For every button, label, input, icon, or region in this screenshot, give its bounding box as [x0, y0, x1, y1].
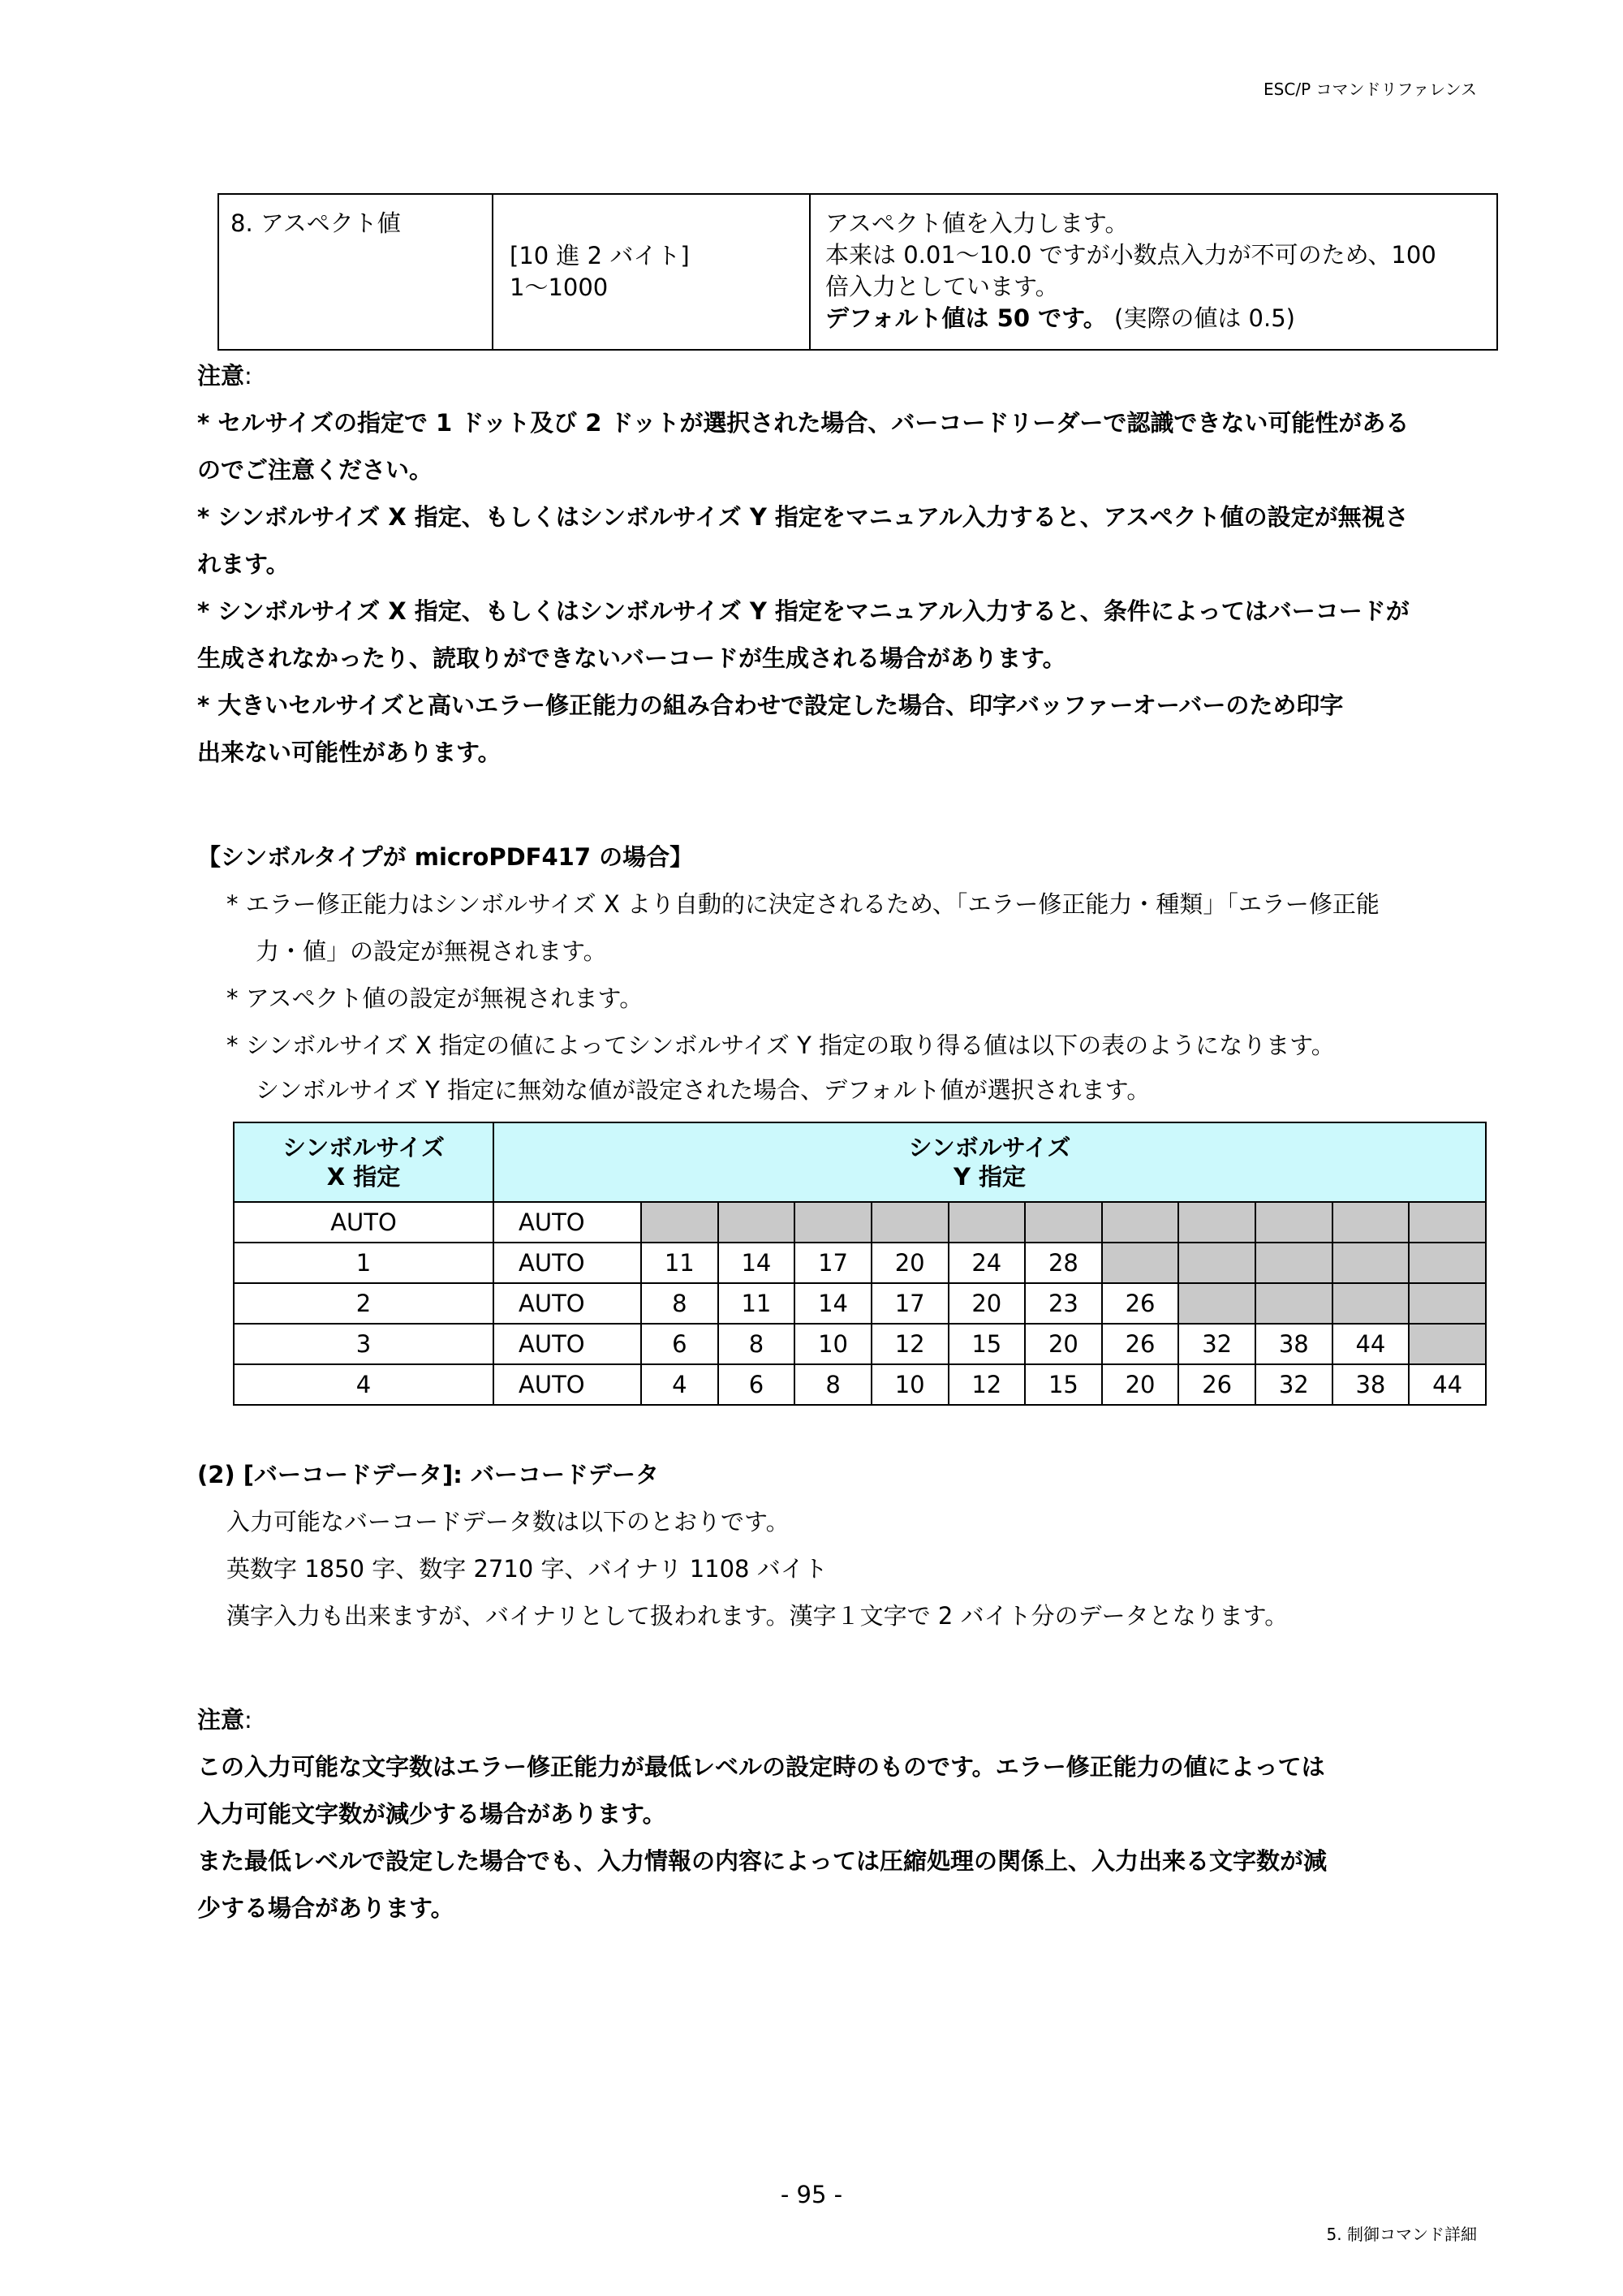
- y-size-cell: 20: [1025, 1324, 1102, 1364]
- list-item: * シンボルサイズ X 指定の値によってシンボルサイズ Y 指定の取り得る値は以下の表のようになります。: [226, 1032, 1335, 1059]
- note-line: 少する場合があります。: [197, 1894, 454, 1922]
- desc-line: アスペクト値を入力します。: [825, 209, 1129, 237]
- y-size-cell: AUTO: [493, 1202, 641, 1243]
- section-heading: 【シンボルタイプが microPDF417 の場合】: [197, 843, 694, 871]
- note-line: * シンボルサイズ X 指定、もしくはシンボルサイズ Y 指定をマニュアル入力すると、アスペクト値の設定が無視さ: [197, 503, 1409, 531]
- y-size-cell: 24: [949, 1243, 1026, 1283]
- x-size-cell: 4: [234, 1364, 493, 1405]
- list-item: 力・値」の設定が無視されます。: [256, 937, 607, 965]
- notes-section-2: [197, 1696, 1496, 1932]
- y-size-cell: 17: [794, 1243, 872, 1283]
- y-size-cell: 32: [1255, 1364, 1332, 1405]
- note-line: 入力可能文字数が減少する場合があります。: [197, 1800, 666, 1828]
- barcode-data-section: [197, 1451, 1496, 1639]
- note-line: また最低レベルで設定した場合でも、入力情報の内容によっては圧縮処理の関係上、入力出来る文字数が減: [197, 1847, 1328, 1875]
- desc-default-line: [825, 303, 1485, 334]
- y-size-cell: 20: [949, 1283, 1026, 1324]
- param-name: 8. アスペクト値: [218, 194, 493, 350]
- y-size-cell: 4: [641, 1364, 718, 1405]
- note-line: * シンボルサイズ X 指定、もしくはシンボルサイズ Y 指定をマニュアル入力すると、条件によってはバーコードが: [197, 597, 1410, 625]
- param-format: [493, 194, 810, 350]
- y-size-cell: 20: [872, 1243, 949, 1283]
- notes-heading-colon: :: [244, 362, 252, 390]
- notes-heading-label: 注意: [197, 362, 245, 390]
- y-size-cell: AUTO: [493, 1324, 641, 1364]
- unavailable-cell: [1255, 1283, 1332, 1324]
- x-size-cell: 2: [234, 1283, 493, 1324]
- y-size-cell: 28: [1025, 1243, 1102, 1283]
- x-size-cell: AUTO: [234, 1202, 493, 1243]
- table-header-row: [234, 1122, 1486, 1202]
- header-y-line: Y 指定: [953, 1163, 1027, 1191]
- table-row: [234, 1243, 1486, 1283]
- unavailable-cell: [1178, 1202, 1255, 1243]
- desc-line: 本来は 0.01～10.0 ですが小数点入力が不可のため、100: [825, 241, 1436, 269]
- y-size-cell: 8: [794, 1364, 872, 1405]
- desc-line: 倍入力としています。: [825, 273, 1059, 300]
- y-size-cell: 14: [794, 1283, 872, 1324]
- running-footer: 5. 制御コマンド詳細: [1326, 2225, 1477, 2244]
- unavailable-cell: [1025, 1202, 1102, 1243]
- y-size-cell: 10: [872, 1364, 949, 1405]
- page-number: - 95 -: [780, 2181, 843, 2208]
- header-x-line: X 指定: [326, 1163, 401, 1191]
- y-size-cell: 14: [718, 1243, 795, 1283]
- unavailable-cell: [1255, 1243, 1332, 1283]
- desc-default-note: (実際の値は 0.5): [1114, 304, 1295, 332]
- unavailable-cell: [1255, 1202, 1332, 1243]
- unavailable-cell: [1409, 1283, 1486, 1324]
- y-size-cell: 15: [1025, 1364, 1102, 1405]
- unavailable-cell: [872, 1202, 949, 1243]
- y-size-cell: 6: [641, 1324, 718, 1364]
- y-size-cell: 38: [1332, 1364, 1410, 1405]
- x-size-cell: 1: [234, 1243, 493, 1283]
- table-row: [218, 194, 1497, 350]
- y-size-cell: AUTO: [493, 1243, 641, 1283]
- table-row: [234, 1283, 1486, 1324]
- y-size-cell: 32: [1178, 1324, 1255, 1364]
- unavailable-cell: [1409, 1324, 1486, 1364]
- x-size-cell: 3: [234, 1324, 493, 1364]
- unavailable-cell: [641, 1202, 718, 1243]
- unavailable-cell: [1102, 1243, 1179, 1283]
- note-line: 生成されなかったり、読取りができないバーコードが生成される場合があります。: [197, 644, 1066, 672]
- y-size-cell: 15: [949, 1324, 1026, 1364]
- symbol-size-table: [233, 1122, 1487, 1406]
- unavailable-cell: [1409, 1202, 1486, 1243]
- list-item: シンボルサイズ Y 指定に無効な値が設定された場合、デフォルト値が選択されます。: [256, 1076, 1151, 1104]
- notes-heading-colon: :: [244, 1706, 252, 1734]
- note-line: 出来ない可能性があります。: [197, 739, 502, 766]
- micropdf-section: [197, 834, 1496, 1111]
- unavailable-cell: [718, 1202, 795, 1243]
- y-size-cell: 44: [1409, 1364, 1486, 1405]
- unavailable-cell: [794, 1202, 872, 1243]
- notes-heading: [197, 1696, 1496, 1743]
- y-size-cell: 38: [1255, 1324, 1332, 1364]
- table-row: [234, 1202, 1486, 1243]
- unavailable-cell: [1409, 1243, 1486, 1283]
- param-description: [810, 194, 1497, 350]
- header-y-line: シンボルサイズ: [908, 1134, 1071, 1161]
- body-line: 入力可能なバーコードデータ数は以下のとおりです。: [226, 1508, 790, 1536]
- table-row: [234, 1364, 1486, 1405]
- unavailable-cell: [1332, 1243, 1410, 1283]
- y-size-cell: AUTO: [493, 1364, 641, 1405]
- parameter-table: [217, 193, 1498, 351]
- format-range: 1～1000: [510, 274, 609, 301]
- unavailable-cell: [1332, 1283, 1410, 1324]
- header-x-size: [234, 1122, 493, 1202]
- list-item: * アスペクト値の設定が無視されます。: [226, 984, 644, 1012]
- y-size-cell: 20: [1102, 1364, 1179, 1405]
- note-line: * セルサイズの指定で 1 ドット及び 2 ドットが選択された場合、バーコードリーダーで認識できない可能性がある: [197, 409, 1410, 437]
- note-line: れます。: [197, 550, 290, 578]
- y-size-cell: 6: [718, 1364, 795, 1405]
- y-size-cell: AUTO: [493, 1283, 641, 1324]
- body-line: 漢字入力も出来ますが、バイナリとして扱われます。漢字１文字で 2 バイト分のデータとなります。: [226, 1602, 1289, 1630]
- unavailable-cell: [1178, 1243, 1255, 1283]
- y-size-cell: 17: [872, 1283, 949, 1324]
- unavailable-cell: [1178, 1283, 1255, 1324]
- unavailable-cell: [1332, 1202, 1410, 1243]
- y-size-cell: 12: [949, 1364, 1026, 1405]
- unavailable-cell: [1102, 1202, 1179, 1243]
- format-type: [10 進 2 バイト]: [510, 242, 690, 269]
- section-heading: (2) [バーコードデータ]: バーコードデータ: [197, 1461, 659, 1488]
- notes-heading-label: 注意: [197, 1706, 245, 1734]
- notes-section: [197, 352, 1496, 776]
- y-size-cell: 26: [1102, 1324, 1179, 1364]
- header-y-size: [493, 1122, 1486, 1202]
- y-size-cell: 23: [1025, 1283, 1102, 1324]
- body-line: 英数字 1850 字、数字 2710 字、バイナリ 1108 バイト: [226, 1555, 828, 1583]
- desc-default-bold: デフォルト値は 50 です。: [825, 304, 1107, 332]
- note-line: * 大きいセルサイズと高いエラー修正能力の組み合わせで設定した場合、印字バッファーオーバーのため印字: [197, 691, 1344, 719]
- y-size-cell: 8: [641, 1283, 718, 1324]
- list-item: * エラー修正能力はシンボルサイズ X より自動的に決定されるため、「エラー修正能力・種類」「エラー修正能: [226, 890, 1380, 918]
- y-size-cell: 26: [1178, 1364, 1255, 1405]
- header-x-line: シンボルサイズ: [282, 1134, 445, 1161]
- y-size-cell: 11: [641, 1243, 718, 1283]
- unavailable-cell: [949, 1202, 1026, 1243]
- notes-heading: [197, 352, 1496, 399]
- table-row: [234, 1324, 1486, 1364]
- y-size-cell: 11: [718, 1283, 795, 1324]
- y-size-cell: 12: [872, 1324, 949, 1364]
- y-size-cell: 8: [718, 1324, 795, 1364]
- note-line: のでご注意ください。: [197, 456, 433, 484]
- running-header: ESC/P コマンドリファレンス: [1264, 80, 1477, 99]
- y-size-cell: 44: [1332, 1324, 1410, 1364]
- y-size-cell: 10: [794, 1324, 872, 1364]
- y-size-cell: 26: [1102, 1283, 1179, 1324]
- note-line: この入力可能な文字数はエラー修正能力が最低レベルの設定時のものです。エラー修正能力の値によっては: [197, 1753, 1325, 1781]
